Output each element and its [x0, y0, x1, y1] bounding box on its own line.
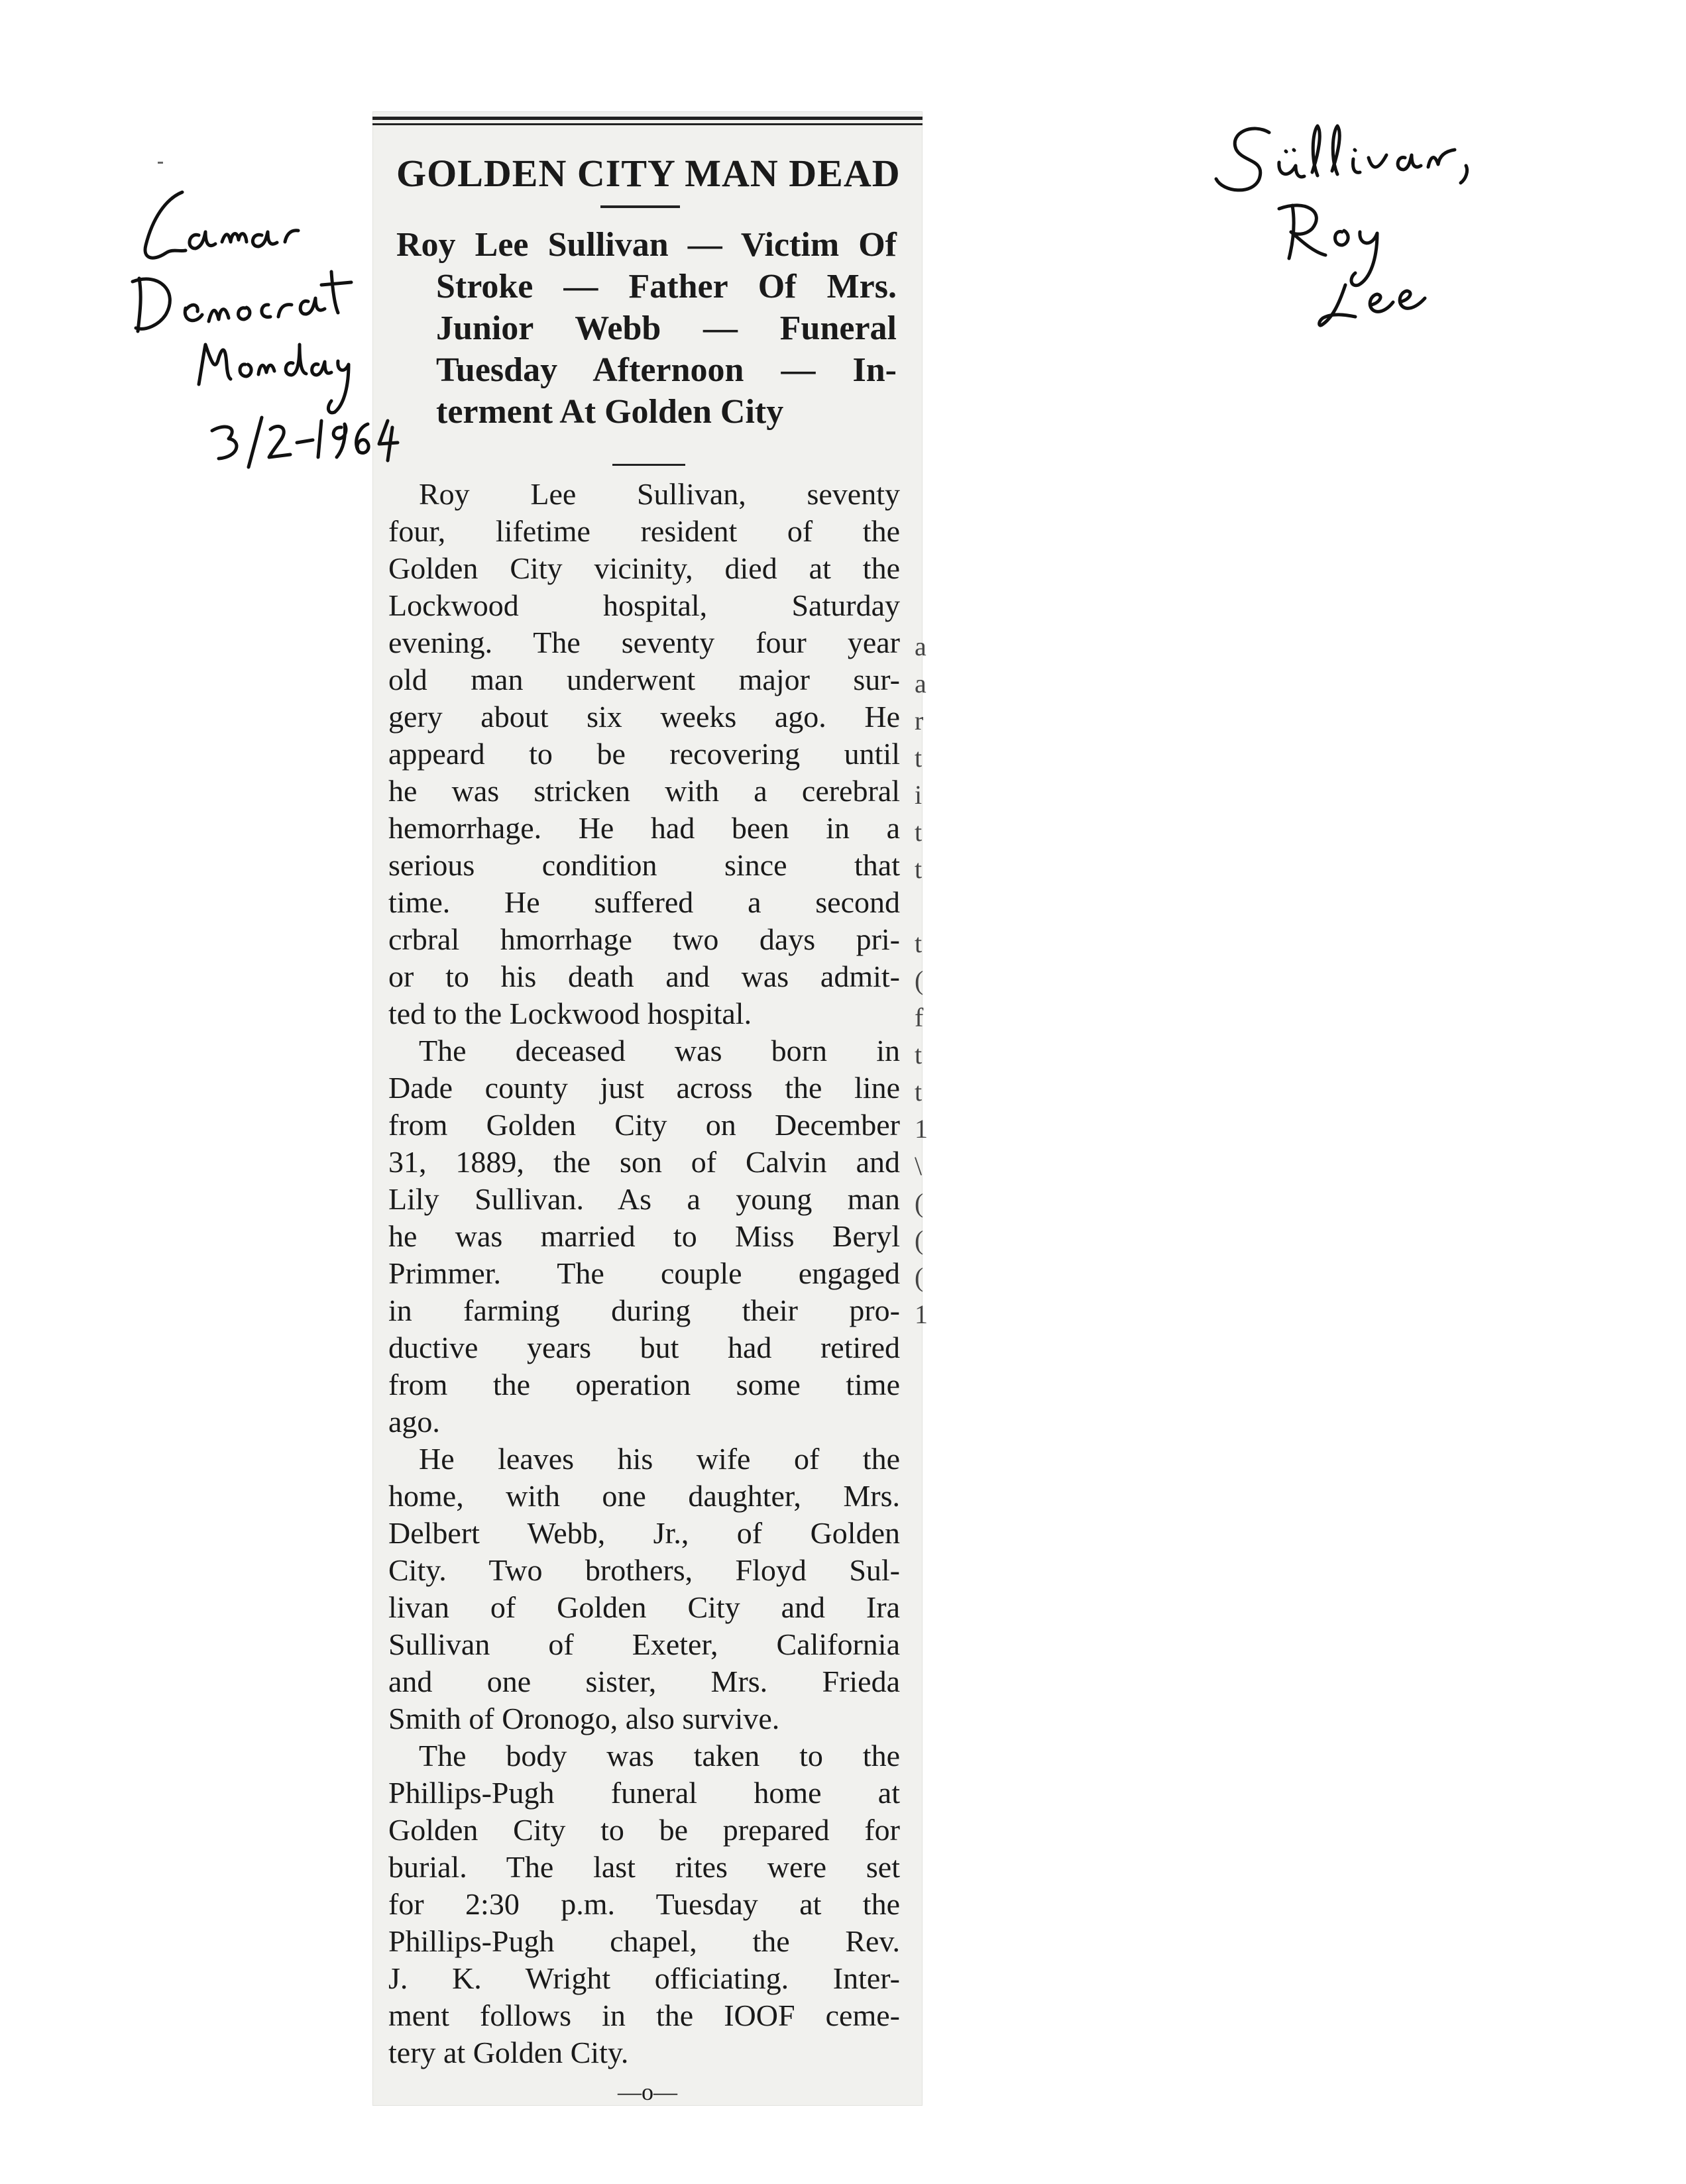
text-line: for 2:30 p.m. Tuesday at the: [388, 1887, 900, 1921]
text-line: Delbert Webb, Jr., of Golden: [388, 1516, 900, 1550]
text-line: ment follows in the IOOF ceme-: [388, 1998, 900, 2032]
text-line: Golden City to be prepared for: [388, 1813, 900, 1847]
fragment: t: [915, 854, 923, 884]
fragment: t: [915, 928, 923, 958]
text-line: or to his death and was admit-: [388, 959, 900, 993]
text-line: four, lifetime resident of the: [388, 514, 900, 548]
fragment: (: [915, 1188, 924, 1218]
paragraph-4: [388, 1737, 900, 2071]
handwritten-source-note: [119, 166, 424, 484]
paragraph-2: [388, 1032, 900, 1441]
text-line: Lockwood hospital, Saturday: [388, 588, 900, 622]
fragment: [915, 888, 928, 925]
text-line: City. Two brothers, Floyd Sul-: [388, 1553, 900, 1587]
fragment: (: [915, 1225, 924, 1255]
adjacent-column-fragments: [915, 628, 928, 1333]
fragment: 1: [915, 1299, 928, 1329]
fragment: t: [915, 817, 923, 847]
article-body: [388, 476, 900, 2071]
fragment: a: [915, 669, 927, 698]
deck-rule: [612, 464, 685, 466]
fragment: f: [915, 1003, 924, 1032]
text-line: Dade county just across the line: [388, 1071, 900, 1105]
text-line: 31, 1889, the son of Calvin and: [388, 1145, 900, 1179]
text-line: from Golden City on December: [388, 1108, 900, 1142]
text-line: ductive years but had retired: [388, 1331, 900, 1364]
headline-rule: [600, 205, 680, 208]
paragraph-3: [388, 1441, 900, 1737]
text-line: crbral hmorrhage two days pri-: [388, 922, 900, 956]
fragment: t: [915, 1040, 923, 1069]
text-line: Roy Lee Sullivan, seventy: [419, 477, 900, 511]
text-line: Sullivan of Exeter, California: [388, 1627, 900, 1661]
fragment: t: [915, 743, 923, 773]
text-line: Lily Sullivan. As a young man: [388, 1182, 900, 1216]
fragment: r: [915, 706, 924, 736]
text-line: ago.: [388, 1405, 440, 1439]
fragment: 1: [915, 1114, 928, 1144]
fragment: a: [915, 631, 927, 661]
deck-line: Junior Webb — Funeral: [436, 309, 897, 347]
deck-line: Tuesday Afternoon — In-: [436, 351, 897, 389]
newspaper-clipping: [372, 111, 928, 2106]
end-mark: —o—: [618, 2079, 677, 2105]
deck-line: terment At Golden City: [436, 393, 784, 431]
text-line: Primmer. The couple engaged: [388, 1256, 900, 1290]
scan-speck: [158, 162, 163, 164]
top-rule: [372, 114, 923, 129]
text-line: J. K. Wright officiating. Inter-: [388, 1961, 900, 1995]
text-line: time. He suffered a second: [388, 885, 900, 919]
fragment: (: [915, 1262, 924, 1292]
paragraph-1: [388, 476, 900, 1032]
fragment: \: [915, 1151, 923, 1181]
text-line: from the operation some time: [388, 1368, 900, 1401]
fragment: t: [915, 1077, 923, 1107]
text-line: and one sister, Mrs. Frieda: [388, 1665, 900, 1698]
text-line: Golden City vicinity, died at the: [388, 551, 900, 585]
text-line: Phillips-Pugh chapel, the Rev.: [388, 1924, 900, 1958]
text-line: The deceased was born in: [419, 1034, 900, 1067]
handwritten-name-note: [1206, 86, 1524, 338]
deck-line: Roy Lee Sullivan — Victim Of: [396, 226, 897, 264]
text-line: in farming during their pro-: [388, 1293, 900, 1327]
fragment: i: [915, 780, 923, 810]
text-line: Phillips-Pugh funeral home at: [388, 1776, 900, 1810]
text-line: he was stricken with a cerebral: [388, 774, 900, 808]
text-line: livan of Golden City and Ira: [388, 1590, 900, 1624]
text-line: old man underwent major sur-: [388, 663, 900, 696]
text-line: burial. The last rites were set: [388, 1850, 900, 1884]
text-line: evening. The seventy four year: [388, 626, 900, 659]
text-line: home, with one daughter, Mrs.: [388, 1479, 900, 1513]
text-line: Smith of Oronogo, also survive.: [388, 1702, 780, 1735]
text-line: tery at Golden City.: [388, 2036, 629, 2069]
headline: GOLDEN CITY MAN DEAD: [396, 152, 901, 195]
subheadline-deck: [396, 224, 897, 433]
text-line: ted to the Lockwood hospital.: [388, 997, 752, 1030]
text-line: appeard to be recovering until: [388, 737, 900, 771]
text-line: serious condition since that: [388, 848, 900, 882]
text-line: The body was taken to the: [419, 1739, 900, 1773]
text-line: hemorrhage. He had been in a: [388, 811, 900, 845]
fragment: (: [915, 965, 924, 995]
deck-line: Stroke — Father Of Mrs.: [436, 268, 897, 305]
text-line: gery about six weeks ago. He: [388, 700, 900, 734]
text-line: He leaves his wife of the: [419, 1442, 900, 1476]
text-line: he was married to Miss Beryl: [388, 1219, 900, 1253]
